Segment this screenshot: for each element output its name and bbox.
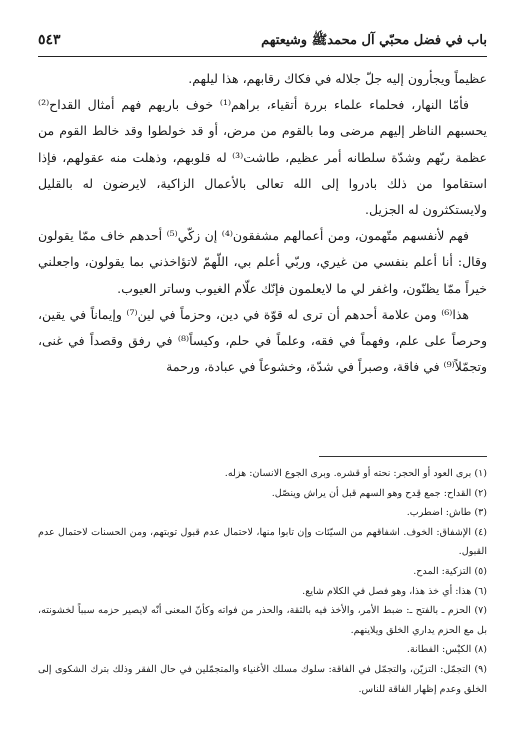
paragraph: فأمّا النهار، فحلماء علماء بررة أتقياء، براهم⁽¹⁾ خوف باريهم فهم أمثال القداح⁽²⁾ يحسبهم الناظر إليهم مرضى وما بالقوم من مرض، أو قد خولطوا وقد خالط القوم من عظمة ربّهم وشدّة سلطانه أمر عظيم، طاشت⁽³⁾ له قلوبهم، وذهلت منه عقولهم، فإذا استقاموا من ذلك بادروا إلى الله تعالى بالأعمال الزاكية، لايرضون له بالقليل ولايستكثرون له الجزيل. [38,97,487,218]
footnote: (٢) القداح: جمع قِدح وهو السهم قبل أن يراش وينصّل. [271,487,487,499]
page-number: ٥٤٣ [38,32,61,48]
paragraph: عظيماً ويجأرون إليه جلّ جلاله في فكاك رقابهم، هذا ليلهم. [188,71,487,86]
paragraph: هذا⁽⁶⁾ ومن علامة أحدهم أن ترى له قوّة في دين، وحزماً في لين⁽⁷⁾ وإيماناً في يقين، وحرصاً على علم، وفهماً في فقه، وعلماً في حلم، وكيساً⁽⁸⁾ في رفق وقصداً في غنى، وتجمّلاً⁽⁹⁾ في فاقة، وصبراً في شدّة، وخشوعاً في عبادة، ورحمة [38,306,488,375]
footnote: (٧) الحزم ـ بالفتح ـ: ضبط الأمر، والأخذ فيه بالثقة، والحذر من فواته وكأنّ المعنى أنّه لايصير حزمه سبباً لخشونته، بل مع الحزم يداري الخلق ويلاينهم. [38,605,487,636]
paragraph: فهم لأنفسهم متّهمون، ومن أعمالهم مشفقون⁽⁴⁾ إن زكّي⁽⁵⁾ أحدهم خاف ممّا يقولون وقال: أنا أعلم بنفسي من غيري، وربّي أعلم بي، اللّهمّ لاتؤاخذني بما يقولون، واجعلني خيراً ممّا يظنّون، واغفر لي ما لايعلمون فإنّك علّام الغيوب وساتر العيوب. [38,228,487,296]
footnote: (٦) هذا: أي خذ هذا، وهو فصل في الكلام شايع. [302,585,487,597]
running-header [38,30,487,57]
footnote-separator [319,456,487,457]
footnote: (١) برى العود أو الحجر: نحته أو قشره. وبرى الجوع الانسان: هزله. [224,468,487,479]
footnote: (٥) التزكية: المدح. [413,565,487,577]
footnote: (٨) الكيْس: الفطانة. [406,644,487,656]
footnotes [38,464,487,699]
main-text [38,66,487,380]
footnote: (٩) التجمّل: التزيّن، والتجمّل في الفاقة: سلوك مسلك الأغنياء والمتجمّلين في حال الفقر وذلك بترك الشكوى إلى الخلق وعدم إظهار الفاقة للناس. [38,663,487,695]
footnote: (٤) الإشفاق: الخوف. اشفاقهم من السيّئات وإن تابوا منها، لاحتمال عدم قبول توبتهم، ومن الحسنات لاحتمال عدم القبول. [38,526,487,558]
footnote: (٣) طاش: اضطرب. [406,507,487,519]
header-title: باب في فضل محبّي آل محمدﷺ وشيعتهم [261,33,487,48]
